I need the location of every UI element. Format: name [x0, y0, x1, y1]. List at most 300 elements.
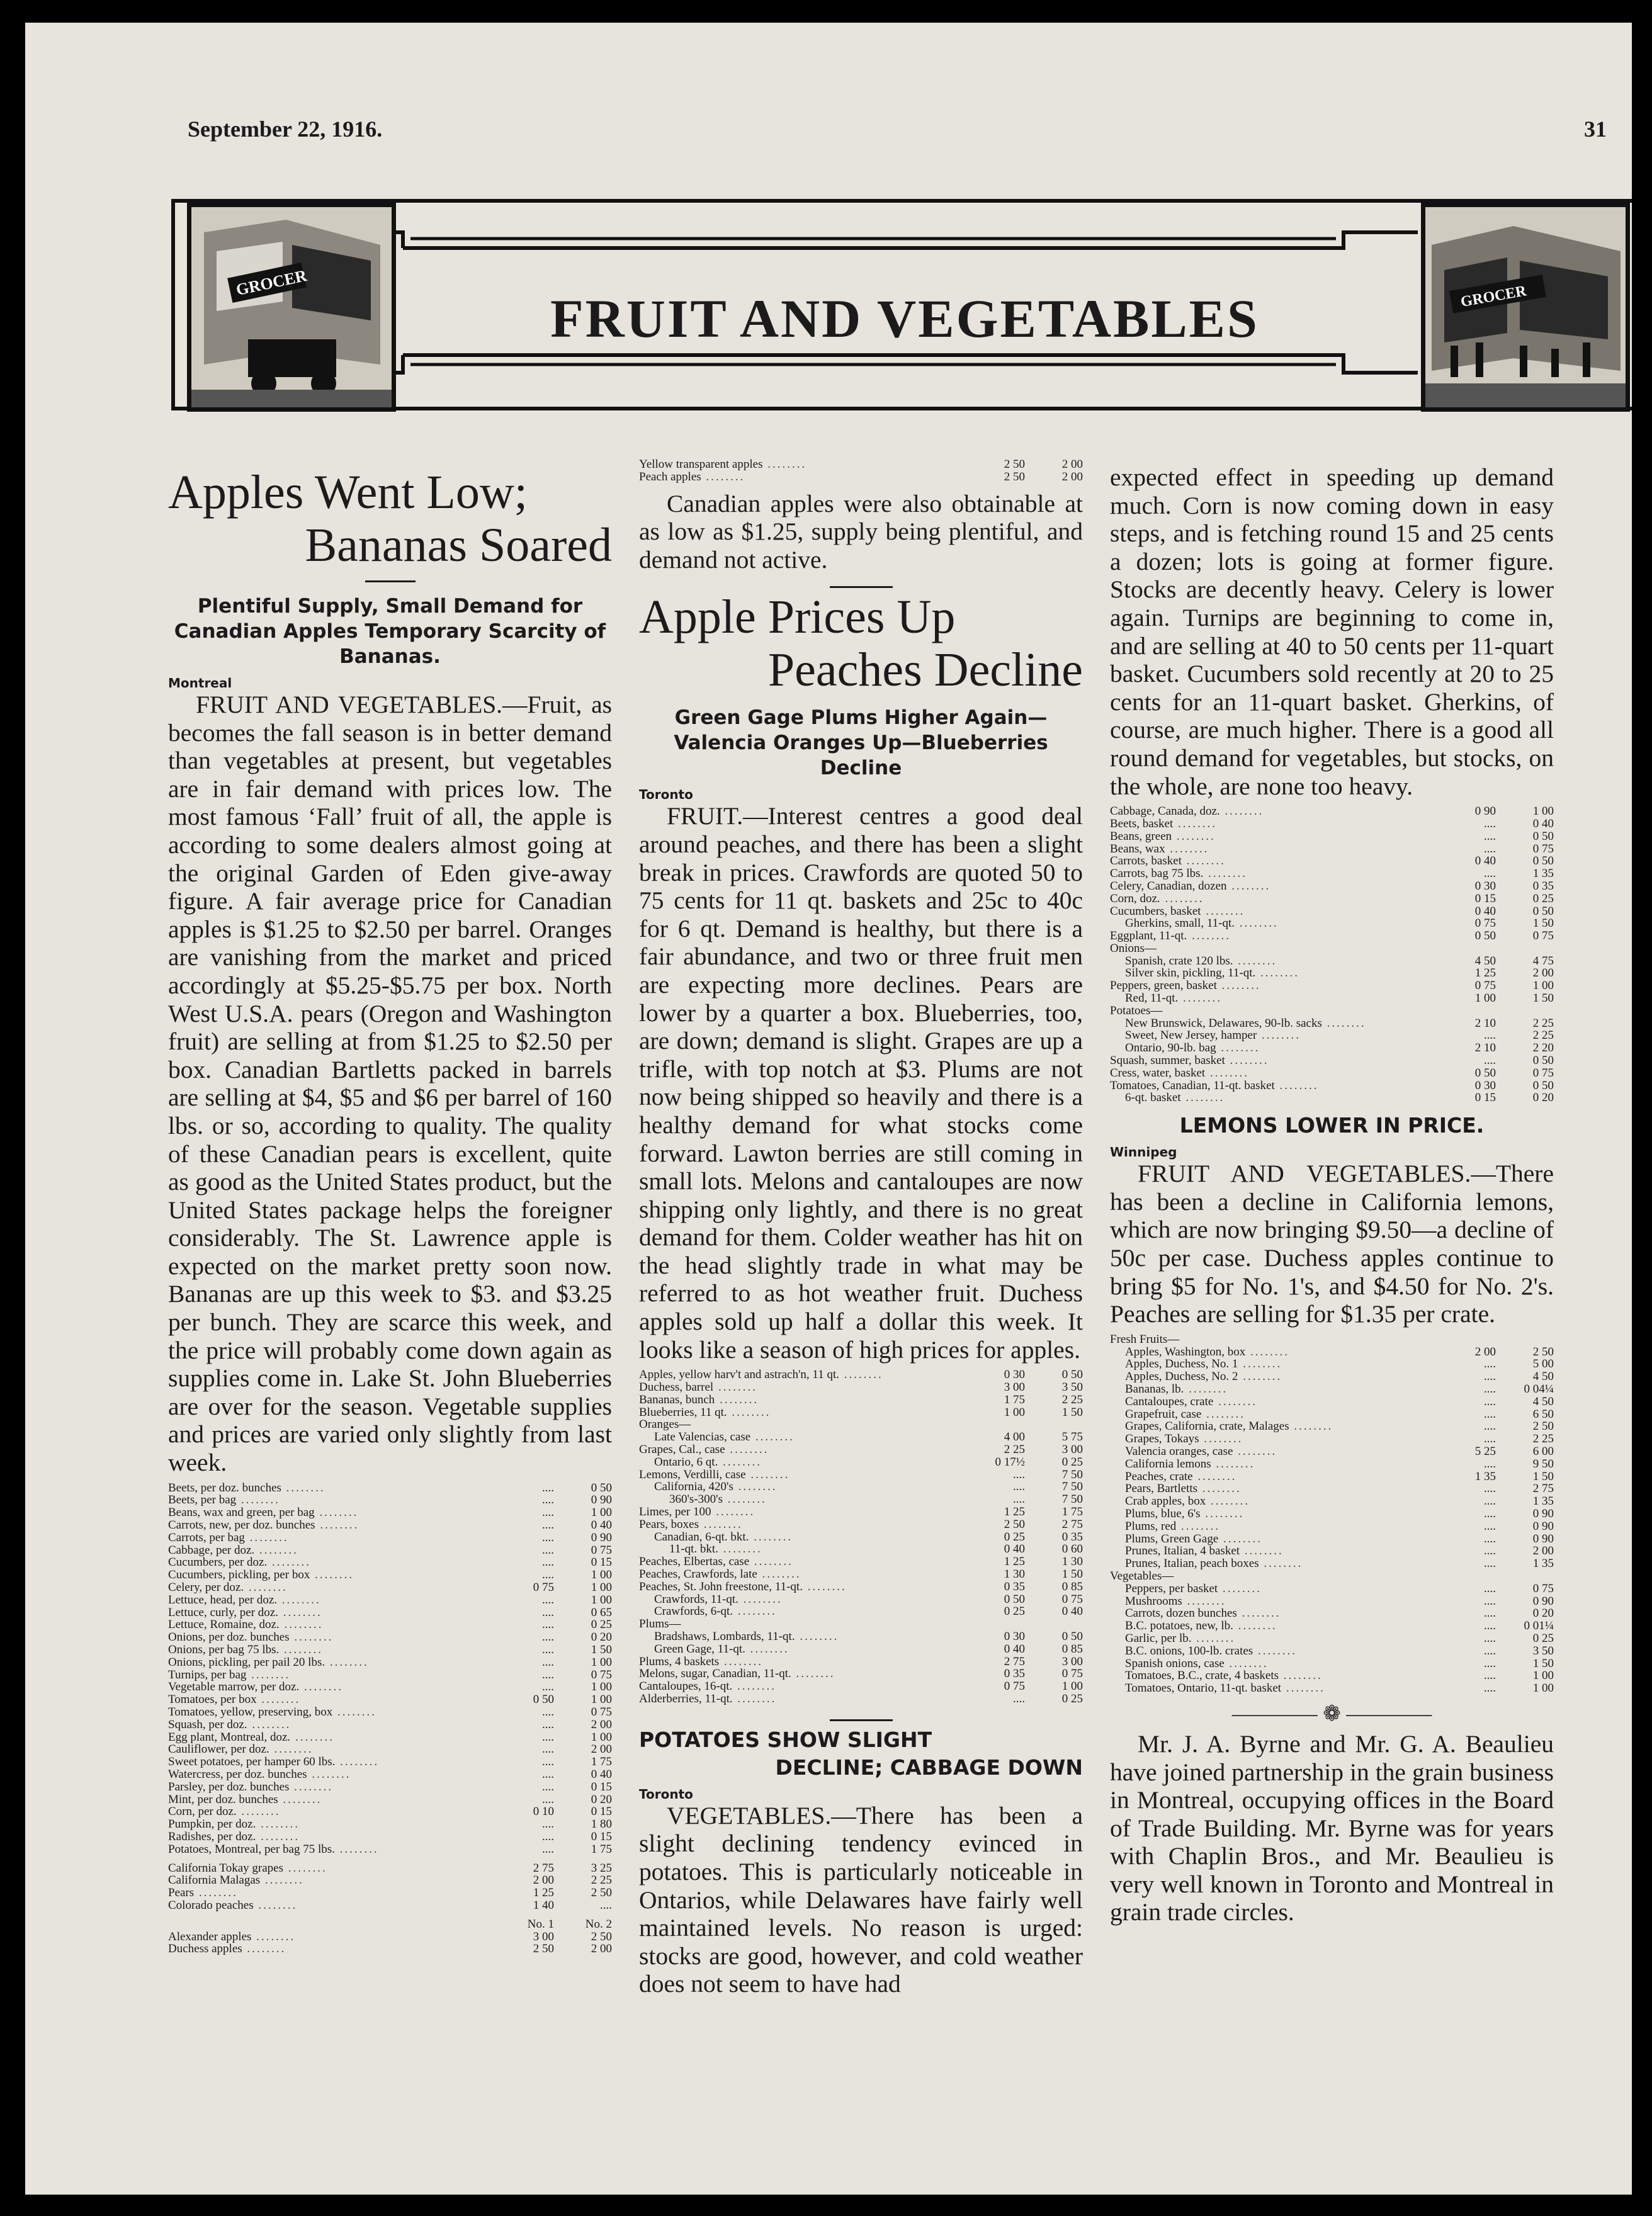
- price-row: [1110, 1054, 1554, 1067]
- price-low: ....: [542, 1842, 554, 1856]
- item-label: Colorado peaches: [168, 1898, 254, 1912]
- price-row: [1110, 980, 1554, 992]
- page-number: 31: [1584, 116, 1607, 142]
- price-low: ....: [542, 1493, 554, 1507]
- price-high: 0 15: [591, 1556, 612, 1569]
- headline-lemons: LEMONS LOWER IN PRICE.: [1179, 1113, 1485, 1138]
- leader-dots: ........: [722, 1493, 767, 1507]
- leader-dots: ........: [718, 1542, 762, 1556]
- price-low: 3 00: [1004, 1381, 1025, 1394]
- leader-dots: ........: [194, 1886, 238, 1900]
- column-3: [1110, 463, 1554, 1931]
- item-label: Cauliflower, per doz.: [168, 1743, 269, 1756]
- price-item: [639, 1656, 986, 1668]
- price-high: 0 20: [1532, 1091, 1554, 1105]
- price-high: 0 50: [1061, 1368, 1083, 1382]
- price-item: [168, 1756, 515, 1768]
- item-label: Sweet potatoes, per hamper 60 lbs.: [168, 1755, 336, 1769]
- price-item: [168, 1644, 515, 1656]
- price-high: 0 20: [591, 1631, 612, 1644]
- price-row: [168, 1943, 612, 1955]
- price-row: [168, 1544, 612, 1557]
- column-1: [168, 463, 612, 1962]
- price-item: [1110, 1658, 1457, 1670]
- price-row: [168, 1887, 612, 1899]
- leader-dots: ........: [260, 1874, 304, 1887]
- leader-dots: ........: [267, 1556, 311, 1569]
- price-row: [168, 1731, 612, 1744]
- price-item: [168, 1669, 515, 1682]
- leader-dots: ........: [1187, 929, 1231, 943]
- price-item: [1110, 992, 1457, 1005]
- price-high: 1 50: [1532, 1469, 1554, 1483]
- price-row: [1110, 893, 1554, 905]
- item-label: Spanish onions, case: [1125, 1656, 1225, 1670]
- price-row: [168, 1862, 612, 1875]
- item-label: Peaches, Elbertas, case: [639, 1555, 750, 1569]
- price-high: 5 75: [1061, 1430, 1083, 1444]
- price-low: 2 00: [533, 1874, 554, 1887]
- price-high: 2 50: [1532, 1345, 1554, 1359]
- price-low: ....: [1484, 1669, 1496, 1683]
- price-high: 2 50: [591, 1886, 612, 1900]
- price-item: [1110, 967, 1457, 980]
- price-low: 1 30: [1004, 1568, 1025, 1581]
- price-high: 2 00: [591, 1717, 612, 1731]
- price-low: 0 17½: [995, 1455, 1025, 1469]
- leader-dots: ........: [253, 1898, 298, 1912]
- item-label: Yellow transparent apples: [639, 458, 763, 471]
- leader-dots: ........: [1182, 1594, 1226, 1608]
- item-label: Lettuce, Romaine, doz.: [168, 1618, 280, 1632]
- price-low: 0 90: [1474, 805, 1496, 818]
- price-high: 0 25: [591, 1618, 612, 1632]
- item-label: 11-qt. bkt.: [669, 1542, 718, 1556]
- price-item: [1110, 1358, 1457, 1371]
- leader-dots: ........: [1218, 1581, 1262, 1595]
- price-item: [168, 1794, 515, 1806]
- price-low: ....: [542, 1792, 554, 1806]
- price-high: 6 50: [1532, 1407, 1554, 1421]
- price-item: [639, 1444, 986, 1456]
- price-low: ....: [1484, 1656, 1496, 1670]
- price-row: [168, 1843, 612, 1856]
- price-item: [168, 1806, 515, 1818]
- leader-dots: ........: [1197, 1482, 1242, 1496]
- price-row: [1110, 1471, 1554, 1483]
- price-high: 2 00: [591, 1942, 612, 1956]
- item-label: California, 420's: [654, 1480, 733, 1494]
- price-table-winnipeg: [1110, 1333, 1554, 1695]
- leader-dots: ........: [246, 1668, 291, 1682]
- price-low: ....: [1484, 1370, 1496, 1384]
- price-high: 0 35: [1061, 1530, 1083, 1544]
- item-label: Carrots, basket: [1110, 854, 1182, 868]
- price-high: 0 15: [591, 1780, 612, 1794]
- price-item: [639, 1680, 986, 1693]
- price-high: 0 20: [1532, 1607, 1554, 1620]
- price-item: [168, 1631, 515, 1644]
- price-row: [1110, 1042, 1554, 1054]
- leader-dots: ........: [1279, 1669, 1323, 1683]
- price-low: ....: [542, 1743, 554, 1756]
- price-row: [168, 1874, 612, 1887]
- item-label: Beans, wax: [1110, 842, 1165, 856]
- price-low: 0 40: [1004, 1542, 1025, 1556]
- price-item: [1110, 1645, 1457, 1658]
- item-label: Limes, per 100: [639, 1505, 711, 1519]
- price-row: [1110, 1358, 1554, 1371]
- price-high: 3 50: [1532, 1644, 1554, 1658]
- price-row: [1110, 1520, 1554, 1533]
- price-item: [168, 1532, 515, 1544]
- price-item: [1110, 1557, 1457, 1570]
- price-low: ....: [542, 1518, 554, 1532]
- item-label: Ontario, 90-lb. bag: [1125, 1041, 1216, 1055]
- price-low: ....: [1013, 1467, 1025, 1481]
- price-low: 0 50: [1474, 929, 1496, 943]
- item-label: California Tokay grapes: [168, 1861, 283, 1875]
- item-label: Cucumbers, basket: [1110, 904, 1201, 918]
- price-row: [168, 1532, 612, 1544]
- leader-dots: ........: [711, 1505, 755, 1519]
- price-high: 0 40: [1061, 1605, 1083, 1619]
- price-high: 0 15: [591, 1805, 612, 1819]
- leader-dots: ........: [698, 1517, 743, 1531]
- price-item: [1110, 1495, 1457, 1508]
- item-label: Prunes, Italian, peach boxes: [1125, 1557, 1259, 1571]
- leader-dots: ........: [1245, 1345, 1290, 1359]
- price-item: [1110, 880, 1457, 893]
- item-label: Vegetables—: [1110, 1569, 1174, 1583]
- price-row: [1110, 1383, 1554, 1396]
- price-item: [639, 1406, 986, 1419]
- item-label: Onions, per bag 75 lbs.: [168, 1642, 280, 1656]
- price-high: 2 25: [1532, 1029, 1554, 1043]
- price-high: 0 75: [1061, 1592, 1083, 1606]
- leader-dots: ........: [733, 1605, 777, 1619]
- price-item: [1110, 980, 1457, 992]
- leader-dots: ........: [1205, 1066, 1249, 1080]
- article-business-note: Mr. J. A. Byrne and Mr. G. A. Beaulieu have joined partnership in the grain business in Montreal, occupying offices in the Board of Trade Building. Mr. Byrne was for years with Chaplin Bros., and Mr. Beaulieu is very well known in Toronto and Montreal in grain trade circles.: [1110, 1729, 1554, 1926]
- item-label: Grapes, Tokays: [1125, 1432, 1199, 1446]
- divider: [365, 580, 416, 582]
- price-item: [639, 1618, 986, 1631]
- price-high: 1 30: [1061, 1555, 1083, 1569]
- item-label: Potatoes, Montreal, per bag 75 lbs.: [168, 1842, 335, 1856]
- price-low: ....: [1484, 1357, 1496, 1371]
- price-high: 2 00: [1532, 1544, 1554, 1558]
- price-item: [1110, 1067, 1457, 1080]
- price-high: 1 35: [1532, 867, 1554, 881]
- headline-line-2: Bananas Soared: [305, 519, 612, 572]
- leader-dots: ........: [1184, 1382, 1228, 1396]
- item-label: Bradshaws, Lombards, 11-qt.: [654, 1629, 795, 1643]
- price-item: [168, 1874, 515, 1887]
- price-row: [1110, 1682, 1554, 1695]
- price-row: [168, 1656, 612, 1669]
- price-row: [1110, 1570, 1554, 1583]
- subheadline: Green Gage Plums Higher Again—Valencia Oranges Up—Blueberries Decline: [674, 706, 1048, 780]
- price-row: [1110, 880, 1554, 893]
- price-row: [639, 1693, 1083, 1705]
- item-label: Spanish, crate 120 lbs.: [1125, 954, 1233, 968]
- item-label: Pears, Bartletts: [1125, 1482, 1198, 1496]
- price-item: [1110, 1029, 1457, 1042]
- headline-2-line-1: POTATOES SHOW SLIGHT: [639, 1727, 932, 1752]
- leader-dots: ........: [1236, 1607, 1281, 1620]
- price-low: ....: [1484, 1607, 1496, 1620]
- leader-dots: ........: [1233, 954, 1277, 968]
- price-item: [1110, 1333, 1457, 1346]
- section-banner: [171, 172, 1632, 412]
- item-label: Beans, wax and green, per bag: [168, 1506, 315, 1520]
- price-high: 1 50: [1061, 1568, 1083, 1581]
- price-item: [1110, 955, 1457, 968]
- leader-dots: ........: [256, 1829, 300, 1843]
- price-row: [168, 1644, 612, 1656]
- price-row: [168, 1556, 612, 1569]
- item-label: Bananas, lb.: [1125, 1382, 1184, 1396]
- item-label: Plums, blue, 6's: [1125, 1507, 1201, 1520]
- price-row: [1110, 1658, 1554, 1670]
- price-row: [639, 1493, 1083, 1506]
- price-low: ....: [1484, 1557, 1496, 1571]
- leader-dots: ........: [1199, 1432, 1243, 1446]
- price-high: 0 01¼: [1524, 1619, 1554, 1633]
- leader-dots: ........: [713, 1381, 757, 1394]
- price-high: 0 85: [1061, 1642, 1083, 1656]
- price-item: [168, 1899, 515, 1912]
- price-high: 0 90: [1532, 1507, 1554, 1520]
- item-label: Tomatoes, B.C., crate, 4 baskets: [1125, 1669, 1279, 1683]
- price-low: ....: [1484, 1432, 1496, 1446]
- price-high: 0 65: [591, 1605, 612, 1619]
- leader-dots: ........: [1173, 817, 1218, 830]
- price-item: [1110, 1520, 1457, 1533]
- price-row: [1110, 1371, 1554, 1383]
- price-item: [1110, 1471, 1457, 1483]
- header-no2: No. 2: [585, 1917, 612, 1931]
- price-low: ....: [1484, 1519, 1496, 1533]
- item-label: Beets, per doz. bunches: [168, 1481, 281, 1495]
- price-item: [1110, 1545, 1457, 1557]
- price-low: 0 15: [1474, 891, 1496, 905]
- price-item: [168, 1887, 515, 1899]
- price-row: [1110, 1483, 1554, 1495]
- item-label: Beets, per bag: [168, 1493, 237, 1507]
- price-low: 0 40: [1004, 1642, 1025, 1656]
- price-high: 0 90: [1532, 1594, 1554, 1608]
- price-row: [1110, 1408, 1554, 1421]
- price-item: [168, 1731, 515, 1744]
- price-low: 0 50: [1004, 1592, 1025, 1606]
- item-label: Gherkins, small, 11-qt.: [1125, 917, 1235, 930]
- price-item: [1110, 917, 1457, 930]
- price-row: [1110, 1420, 1554, 1433]
- price-item: [168, 1619, 515, 1631]
- item-label: Peaches, crate: [1125, 1469, 1193, 1483]
- price-low: ....: [542, 1717, 554, 1731]
- ornament-divider: ———— ❁ ————: [1231, 1702, 1432, 1726]
- price-row: [168, 1743, 612, 1756]
- price-row: [639, 1369, 1083, 1381]
- price-high: 1 00: [591, 1680, 612, 1694]
- price-high: 0 20: [591, 1792, 612, 1806]
- price-item: [168, 1544, 515, 1557]
- price-item: [1110, 1483, 1457, 1495]
- price-high: 1 00: [591, 1730, 612, 1744]
- price-row: [1110, 917, 1554, 930]
- price-low: 0 15: [1474, 1091, 1496, 1105]
- item-label: Carrots, dozen bunches: [1125, 1607, 1237, 1620]
- leader-dots: ........: [1257, 1029, 1301, 1043]
- price-high: 2 50: [1532, 1420, 1554, 1433]
- price-high: 1 00: [591, 1568, 612, 1582]
- price-row: [1110, 1557, 1554, 1570]
- item-label: Peppers, per basket: [1125, 1581, 1218, 1595]
- price-row: [1110, 1545, 1554, 1557]
- price-row: [168, 1831, 612, 1843]
- item-label: Parsley, per doz. bunches: [168, 1780, 290, 1794]
- price-item: [639, 1543, 986, 1556]
- leader-dots: ........: [1216, 979, 1261, 993]
- price-high: 2 75: [1532, 1482, 1554, 1496]
- price-low: 0 75: [533, 1581, 554, 1594]
- price-item: [1110, 843, 1457, 856]
- price-low: 0 75: [1004, 1680, 1025, 1693]
- price-low: 2 10: [1474, 1041, 1496, 1055]
- price-low: ....: [542, 1655, 554, 1669]
- price-high: 7 50: [1061, 1467, 1083, 1481]
- leader-dots: ........: [1201, 904, 1245, 918]
- price-row: [639, 1568, 1083, 1581]
- item-label: Cress, water, basket: [1110, 1066, 1206, 1080]
- price-row: [1110, 1017, 1554, 1030]
- price-item: [639, 1668, 986, 1680]
- item-label: California lemons: [1125, 1457, 1211, 1471]
- price-low: ....: [1484, 1619, 1496, 1633]
- price-high: 1 00: [1532, 1682, 1554, 1695]
- item-label: New Brunswick, Delawares, 90-lb. sacks: [1125, 1016, 1322, 1030]
- price-row: [168, 1507, 612, 1519]
- leader-dots: ........: [269, 1743, 314, 1756]
- price-item: [1110, 1396, 1457, 1408]
- price-low: ....: [1484, 817, 1496, 830]
- leader-dots: ........: [1289, 1420, 1333, 1433]
- price-row: [639, 1631, 1083, 1643]
- price-row: [168, 1719, 612, 1731]
- price-row: [168, 1756, 612, 1768]
- price-high: 1 00: [1532, 1669, 1554, 1683]
- price-low: ....: [1484, 1457, 1496, 1471]
- article-body: FRUIT AND VEGETABLES.—Fruit, as becomes the fall season is in better demand than vegetables at present, but vegetables are in fair demand with prices low. The most famous ‘Fall’ fruit of all, the apple is according to some dealers almost going at the original Garden of Eden give-away figure. A fair average price for Canadian apples is $1.25 to $2.50 per barrel. Oranges are vanishing from the market and priced accordingly at $5.25-$5.75 per box. North West U.S.A. pears (Oregon and Washington fruit) are selling at from $1.25 to $2.50 per box. Canadian Bartletts packed in barrels are selling at $4, $5 and $6 per barrel of 160 lbs. or so, according to quality. The quality of these Canadian pears is excellent, quite as good as the United States product, but the United States package helps the foreigner considerably. The St. Lawrence apple is expected on the market pretty soon now. Bananas are up this week to $3. and $3.25 per bunch. They are scarce this week, and the price will probably come down again as supplies come in. Lake St. John Blueberries are over for the season. Vegetable supplies and prices are varied only slightly from last week.: [168, 691, 612, 1477]
- price-item: [1110, 1420, 1457, 1433]
- item-label: Canadian, 6-qt. bkt.: [654, 1530, 749, 1544]
- price-low: ....: [542, 1530, 554, 1544]
- price-high: 0 90: [1532, 1519, 1554, 1533]
- price-item: [168, 1519, 515, 1532]
- price-high: 2 25: [1061, 1393, 1083, 1406]
- price-row: [639, 1618, 1083, 1631]
- price-item: [1110, 1433, 1457, 1445]
- price-low: ....: [542, 1568, 554, 1582]
- price-low: ....: [1484, 1029, 1496, 1043]
- dateline-winnipeg: Winnipeg: [1110, 1145, 1177, 1160]
- leader-dots: ........: [289, 1631, 334, 1644]
- price-low: 0 30: [1474, 879, 1496, 893]
- item-label: Melons, sugar, Canadian, 11-qt.: [639, 1667, 791, 1681]
- leader-dots: ........: [315, 1518, 359, 1532]
- price-high: 0 75: [1532, 842, 1554, 856]
- item-label: Corn, doz.: [1110, 891, 1160, 905]
- price-high: [1515, 942, 1554, 955]
- price-high: 1 00: [591, 1593, 612, 1607]
- price-item: [1110, 1005, 1457, 1017]
- price-low: ....: [542, 1642, 554, 1656]
- price-row: [1110, 1092, 1554, 1104]
- price-row: [1110, 805, 1554, 818]
- price-row: [168, 1482, 612, 1495]
- item-label: Watercress, per doz. bunches: [168, 1767, 307, 1781]
- leader-dots: ........: [1219, 805, 1264, 818]
- item-label: Squash, per doz.: [168, 1717, 247, 1731]
- leader-dots: ........: [802, 1580, 847, 1593]
- price-item: [168, 1743, 515, 1756]
- leader-dots: ........: [795, 1629, 839, 1643]
- price-row: [639, 1518, 1083, 1531]
- price-item: [1110, 830, 1457, 843]
- price-low: ....: [542, 1767, 554, 1781]
- price-table-vegetables: [168, 1482, 612, 1856]
- article-body-2: VEGETABLES.—There has been a slight declining tendency evinced in potatoes. This is particularly noticeable in Ontarios, while Delawares have fairly well maintained levels. No reason is urged: stocks are good, however, and cold weather does not seem to have had: [639, 1801, 1083, 1998]
- item-label: B.C. potatoes, new, lb.: [1125, 1619, 1233, 1633]
- price-row: [639, 1418, 1083, 1431]
- price-low: 1 25: [1474, 966, 1496, 980]
- item-label: Pumpkin, per doz.: [168, 1817, 256, 1831]
- price-low: 0 30: [1004, 1629, 1025, 1643]
- leader-dots: ........: [1321, 1016, 1366, 1030]
- price-item: [1110, 855, 1457, 868]
- price-high: 3 50: [1061, 1381, 1083, 1394]
- price-row: [168, 1931, 612, 1943]
- price-high: 1 00: [591, 1506, 612, 1520]
- item-label: Crawfords, 11-qt.: [654, 1592, 738, 1606]
- price-low: 2 50: [1004, 458, 1025, 471]
- item-label: Tomatoes, yellow, preserving, box: [168, 1705, 333, 1719]
- price-item: [639, 1506, 986, 1518]
- price-row: [639, 1531, 1083, 1544]
- price-item: [639, 1568, 986, 1581]
- price-high: [1044, 1418, 1083, 1431]
- leader-dots: ........: [1233, 1444, 1277, 1458]
- headline-line-2: Peaches Decline: [767, 643, 1083, 697]
- price-row: [639, 1381, 1083, 1394]
- price-high: 2 75: [1061, 1517, 1083, 1531]
- price-high: 0 85: [1061, 1580, 1083, 1593]
- item-label: Potatoes—: [1110, 1003, 1163, 1017]
- price-item: [168, 1569, 515, 1581]
- price-item: [1110, 1054, 1457, 1067]
- item-label: Lemons, Verdilli, case: [639, 1467, 746, 1481]
- price-row: [1110, 930, 1554, 942]
- price-item: [1110, 1682, 1457, 1695]
- price-item: [639, 1431, 986, 1444]
- item-label: Red, 11-qt.: [1125, 992, 1179, 1005]
- price-low: 1 25: [1004, 1505, 1025, 1519]
- item-label: Squash, summer, basket: [1110, 1054, 1225, 1068]
- price-item: [168, 1581, 515, 1594]
